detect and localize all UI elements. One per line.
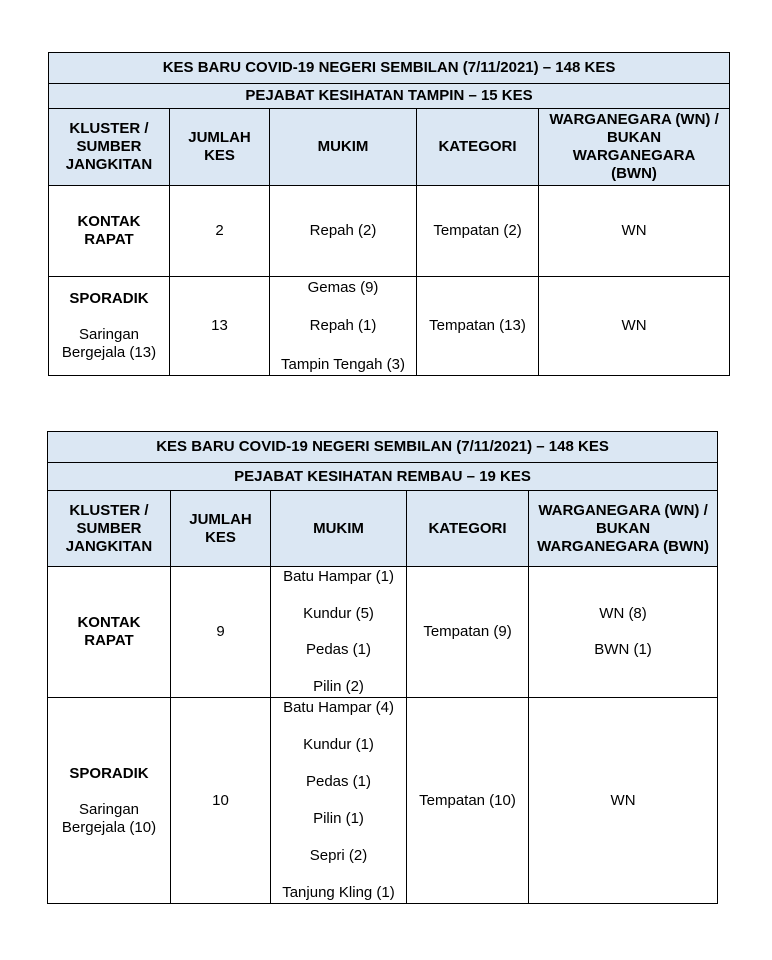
mukim-item: Tampin Tengah (3): [281, 355, 405, 373]
cell-kluster: [48, 698, 171, 904]
wn-item: BWN (1): [594, 641, 652, 658]
cell-jumlah: 10: [171, 698, 271, 904]
wn-item: WN (8): [599, 605, 647, 622]
table-subtitle: PEJABAT KESIHATAN TAMPIN – 15 KES: [49, 84, 730, 109]
rembau-cases-table: [47, 431, 718, 904]
header-mukim: MUKIM: [270, 109, 417, 186]
cell-kluster: KONTAK RAPAT: [49, 186, 170, 277]
mukim-item: Batu Hampar (4): [283, 699, 394, 716]
cell-mukim: [271, 567, 407, 698]
header-wn: WARGANEGARA (WN) / BUKAN WARGANEGARA (BWN): [529, 491, 718, 567]
cell-mukim: [271, 698, 407, 904]
header-jumlah: JUMLAH KES: [171, 491, 271, 567]
mukim-item: Sepri (2): [309, 847, 368, 864]
cell-kategori: Tempatan (10): [407, 698, 529, 904]
header-jumlah: JUMLAH KES: [170, 109, 270, 186]
header-kategori: KATEGORI: [417, 109, 539, 186]
cell-mukim: Repah (2): [270, 186, 417, 277]
header-kategori: KATEGORI: [407, 491, 529, 567]
kluster-note: Saringan Bergejala (13): [61, 326, 157, 361]
mukim-item: Tanjung Kling (1): [282, 884, 395, 901]
cell-wn: WN: [539, 277, 730, 376]
mukim-item: Pedas (1): [305, 773, 372, 790]
cell-kategori: Tempatan (13): [417, 277, 539, 376]
mukim-item: Gemas (9): [307, 278, 379, 296]
cell-kluster: [49, 277, 170, 376]
cell-mukim: [270, 277, 417, 376]
table-title: KES BARU COVID-19 NEGERI SEMBILAN (7/11/2021) – 148 KES: [49, 53, 730, 84]
cell-wn: WN: [529, 698, 718, 904]
cell-jumlah: 2: [170, 186, 270, 277]
header-wn: WARGANEGARA (WN) / BUKAN WARGANEGARA (BWN): [539, 109, 730, 186]
mukim-item: Pedas (1): [305, 641, 372, 659]
header-kluster: KLUSTER / SUMBER JANGKITAN: [48, 491, 171, 567]
tampin-cases-table: [48, 52, 730, 376]
table-subtitle: PEJABAT KESIHATAN REMBAU – 19 KES: [48, 463, 718, 491]
kluster-label: SPORADIK: [69, 290, 149, 307]
cell-kategori: Tempatan (9): [407, 567, 529, 698]
cell-jumlah: 9: [171, 567, 271, 698]
cell-kategori: Tempatan (2): [417, 186, 539, 277]
mukim-item: Pilin (1): [313, 810, 364, 827]
table-row: [49, 186, 730, 277]
table-row: [48, 567, 718, 698]
mukim-item: Repah (1): [309, 317, 377, 334]
table-row: [49, 277, 730, 376]
kluster-note: Saringan Bergejala (10): [61, 800, 157, 836]
cell-wn: [529, 567, 718, 698]
mukim-item: Pilin (2): [313, 677, 364, 695]
header-kluster: KLUSTER / SUMBER JANGKITAN: [49, 109, 170, 186]
cell-kluster: KONTAK RAPAT: [48, 567, 171, 698]
cell-wn: WN: [539, 186, 730, 277]
table-row: [48, 698, 718, 904]
header-mukim: MUKIM: [271, 491, 407, 567]
mukim-item: Kundur (1): [303, 736, 374, 753]
mukim-item: Batu Hampar (1): [283, 568, 394, 585]
kluster-label: SPORADIK: [69, 764, 149, 782]
cell-jumlah: 13: [170, 277, 270, 376]
mukim-item: Kundur (5): [303, 604, 374, 622]
table-title: KES BARU COVID-19 NEGERI SEMBILAN (7/11/2021) – 148 KES: [48, 432, 718, 463]
